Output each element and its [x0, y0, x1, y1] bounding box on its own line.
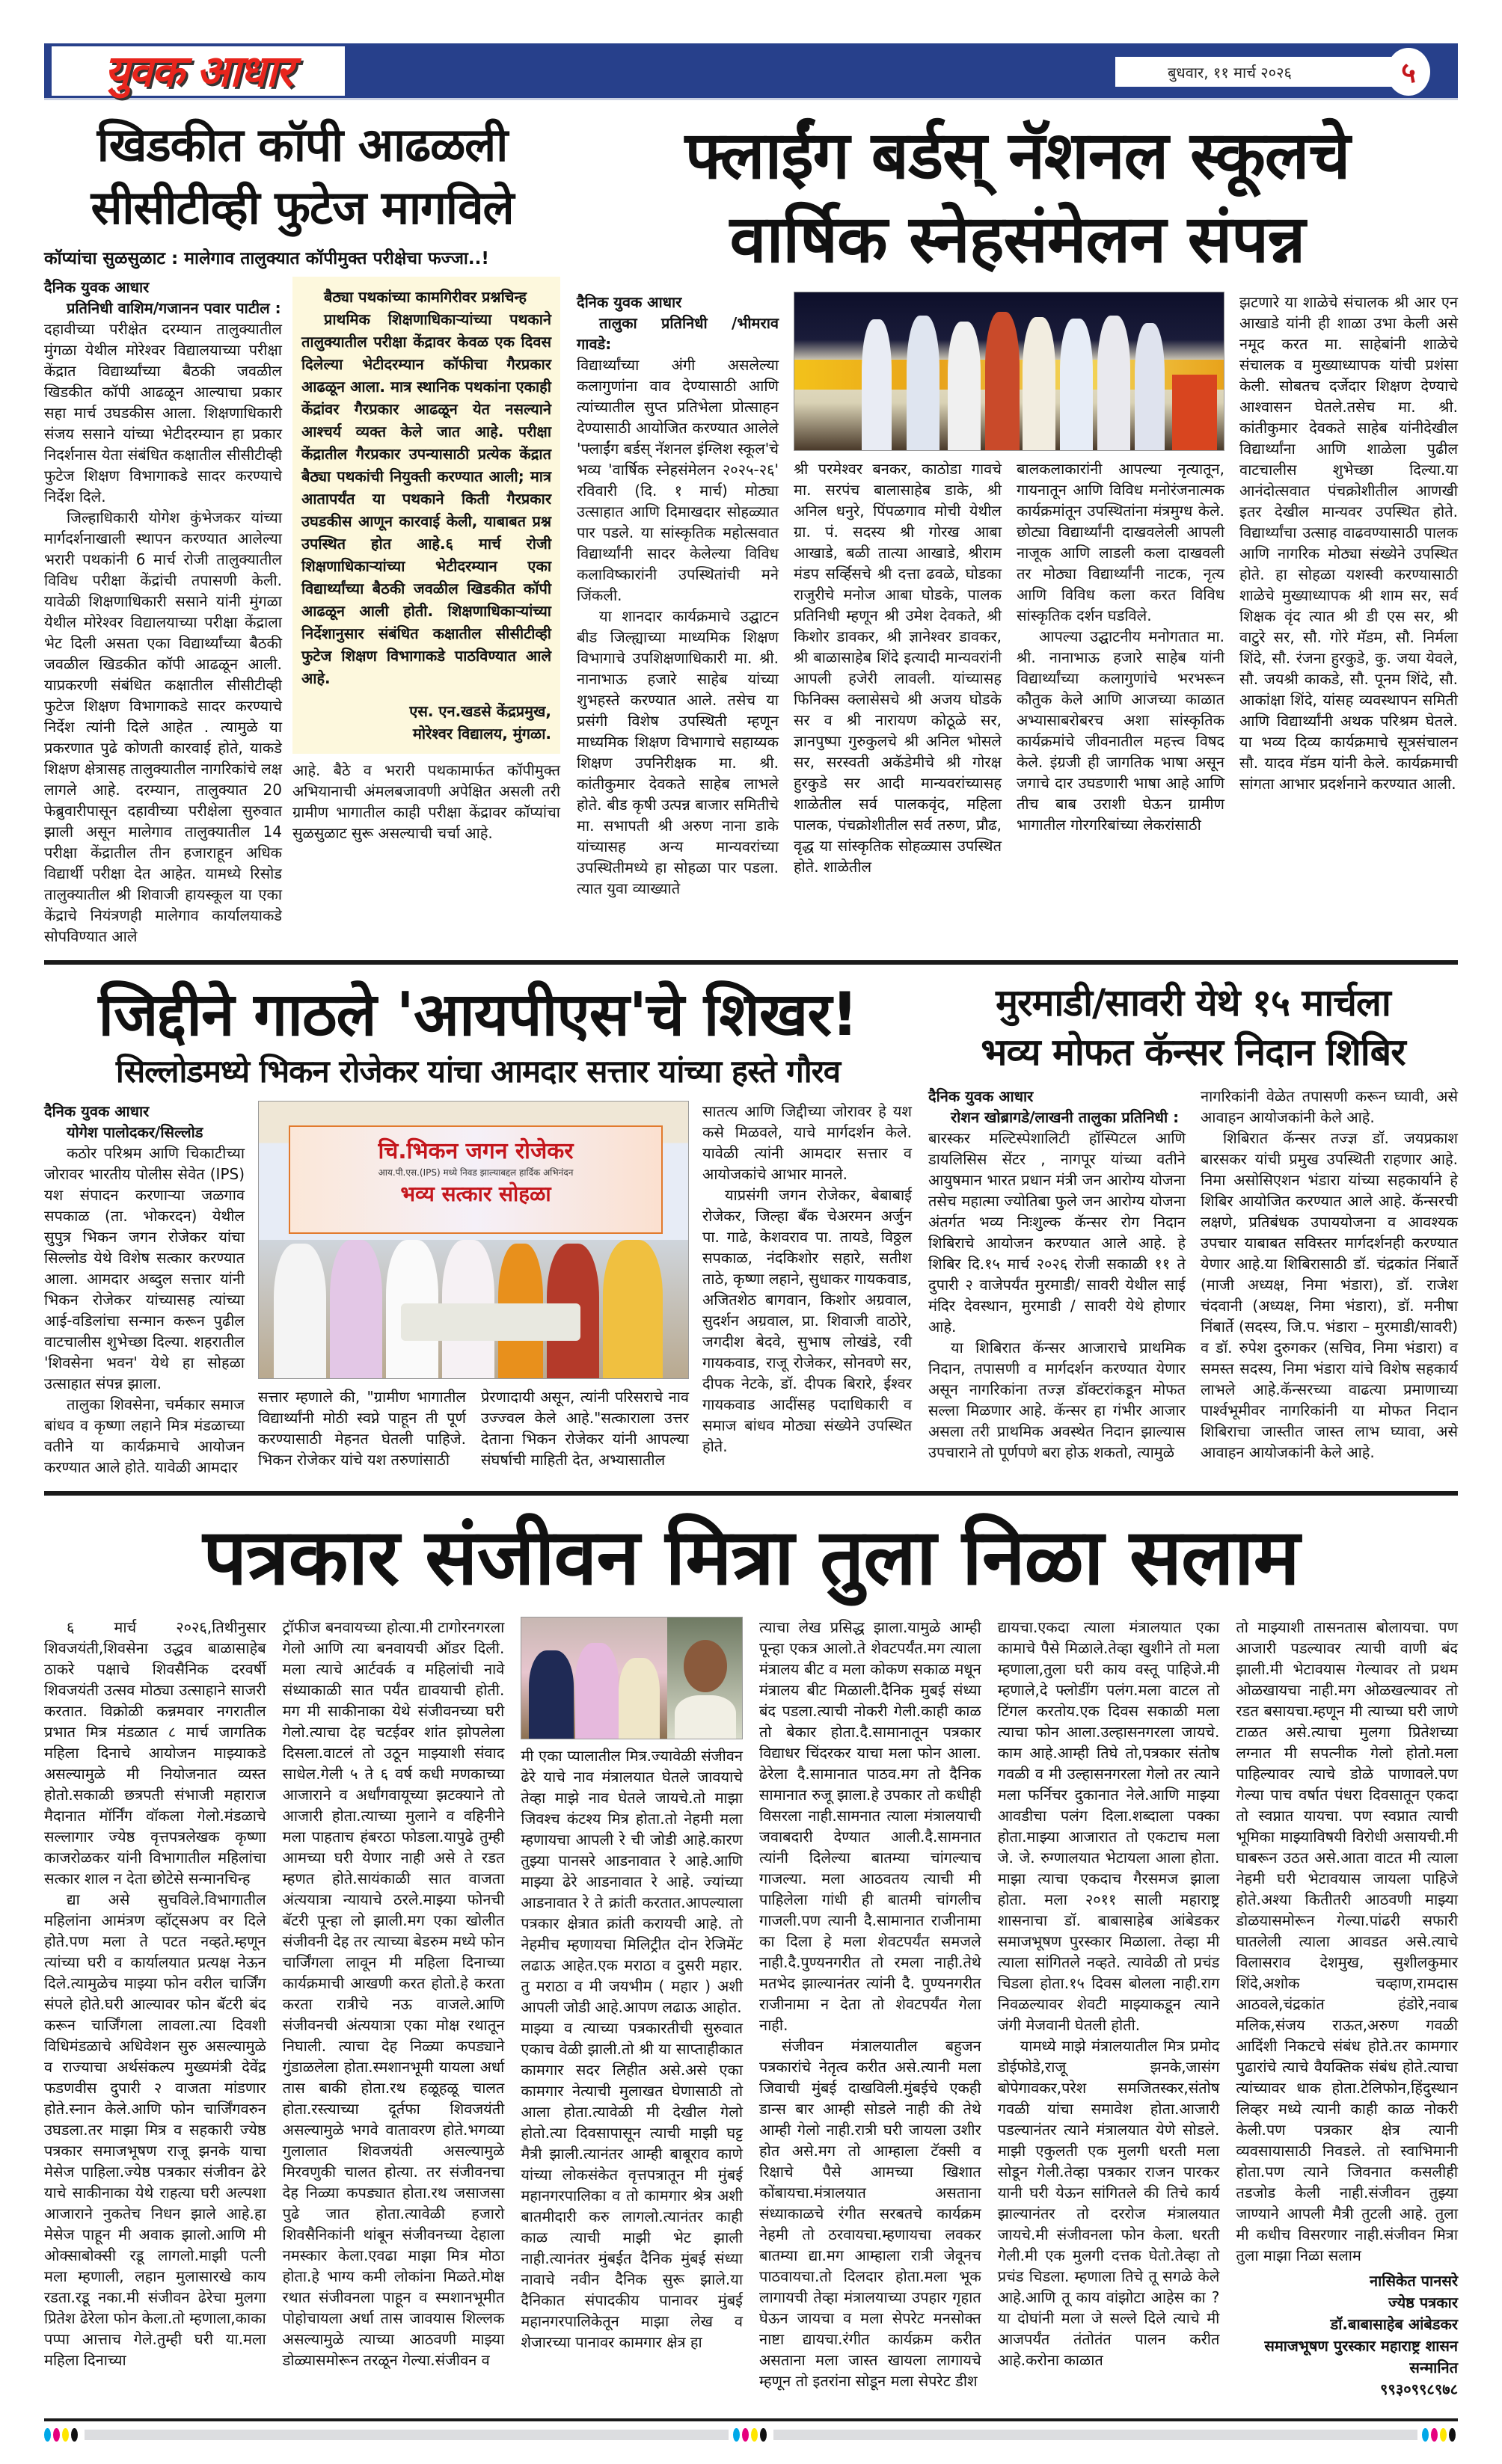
author-award: डॉ.बाबासाहेब आंबेडकर — [1330, 2315, 1459, 2333]
person — [862, 319, 892, 450]
banner-name: चि.भिकन जगन रोजेकर — [378, 1138, 574, 1164]
registration-dot — [53, 2428, 60, 2442]
paragraph: आहे. बैठे व भरारी पथकामार्फत कॉपीमुक्त अभियानाची अंमलबजावणी अपेक्षित असली तरी ग्रामीण भागातील काही परीक्षा केंद्रावर कॉप्यांचा सुळसुळाट सुरू असल्याची चर्चा आहे. — [292, 761, 560, 842]
person — [907, 316, 939, 450]
paragraph: द्यायचा.एकदा त्याला मंत्रालयात एका कामाचे पैसे मिळाले.तेव्हा खुशीने तो मला म्हणाला,तुला घरी काय वस्तू पाहिजे.मी म्हणाले,दे फ्लोडींग पलंग.मला वाटल तो टिंगल करतोय.एक दिवस सकाळी मला त्याचा फोन आला.उल्हासनगरला जायचे. काम आहे.आम्ही तिघे तो,पत्रकार संतोष गवळी व मी उल्हासनगरला गेलो तर त्याने मला फर्निचर दुकानात नेले.आणि माझ्या आवडीचा पलंग दिला.शब्दाला पक्का होता.माझ्या आजारात तो एकटाच मला जे. जे. रुग्णालयात भेटायला आला होता. माझा त्याचा एकदाच गैरसमज झाला होता. मला २०११ साली महाराष्ट्र शासनाचा डॉ. बाबासाहेब आंबेडकर समाजभूषण पुरस्कार मिळाला. तेव्हा मी त्याला सांगितले नव्हते. त्यावेळी तो प्रचंड चिडला होता.१५ दिवस बोलला नाही.राग निवळल्यावर शेवटी माझ्याकडून त्याने जंगी मेजवानी घेतली होती. — [997, 1618, 1220, 2034]
registration-dot — [760, 2428, 767, 2442]
paragraph: तो माझ्याशी तासनतास बोलायचा. पण आजारी पडल्यावर त्याची वाणी बंद झाली.मी भेटावयास गेल्यावर तो प्रथम ओळखायचा नाही.मग ओळखल्यावर तो रडत बसायचा.म्हणून मी त्याच्या घरी जाणे टाळत असे.त्याचा मुलगा प्रितेशच्या लग्नात मी सपत्नीक गेलो होतो.मला पाहिल्यावर त्याचे डोळे पाणावले.पण गेल्या पाच वर्षात पंधरा दिवसातून एकदा तो स्वप्नात यायचा. पण स्वप्नात त्याची भूमिका माझ्याविषयी विरोधी असायची.मी घाबरून उठत असे.आता वाटत मी त्याला नेहमी घरी भेटावयास जायला पाहिजे होते.अश्या कितीतरी आठवणी माझ्या डोळयासमोरून गेल्या.पांढरी सफारी घातलेली त्याला आवडत असे.त्याचे विलासराव देशमुख, सुशीलकुमार शिंदे,अशोक चव्हाण,रामदास आठवले,चंद्रकांत हंडोरे,नवाब मलिक,संजय राऊत,अरुण गवळी आदिंशी निकटचे संबंध होते.तर कामगार पुढारांचे त्याचे वैयक्तिक संबंध होते.त्याचा त्यांच्यावर धाक होता.टेलिफोन,हिंदुस्थान लिव्हर मध्ये त्यानी काही काळ नोकरी केली.पण पत्रकार क्षेत्र त्यानी व्यवसायासाठी निवडले. तो स्वाभिमानी होता.पण त्याने जिवनात कसलीही तडजोड केली नाही.संजीवन तुझ्या जाण्याने आपली मैत्री तुटली आहे. तुला मी कधीच विसरणार नाही.संजीवन मित्रा तुला माझा निळा सलाम — [1236, 1618, 1459, 2264]
banner-line: आय.पी.एस.(IPS) मध्ये निवड झाल्याबद्दल हार्दिक अभिनंदन — [378, 1167, 574, 1178]
headline-line: सीसीटीव्ही फुटेज मागविले — [91, 180, 514, 235]
person — [1060, 319, 1093, 450]
tribute-col-2 — [283, 1617, 505, 2371]
paragraph: ट्रॉफीज बनवायच्या होत्या.मी टागोरनगरला गेलो आणि त्या बनवायची ऑडर दिली. मला त्याचे आर्टवर्क व महिलांची नावे संध्याकाळी सात पर्यंत द्यावयाची होती. मग मी साकीनाका येथे संजीवनच्या घरी गेलो.त्याचा देह चटईवर शांत झोपलेला दिसला.वाटलं तो उठून माझ्याशी संवाद साधेल.गेली ५ ते ६ वर्ष कधी मणकाच्या आजाराने व अर्धांगवायूच्या झटक्याने तो आजारी होता.त्याच्या मुलाने व वहिनीने मला पाहताच हंबरठा फोडला.यापुढे तुम्ही आमच्या घरी येणार नाही असे ते रडत म्हणत होते.सायंकाळी सात वाजता अंत्ययात्रा न्यायाचे ठरले.माझ्या फोनची बॅटरी पून्हा लो झाली.मग एका खोलीत संजीवनी देह तर त्याच्या बेडरुम मध्ये फोन चार्जिंगला लावून मी महिला दिनाच्या कार्यक्रमाची आखणी करत होतो.हे करता करता रात्रीचे नऊ वाजले.आणि संजीवनची अंत्ययात्रा एका मोक्ष रथातून निघाली. त्याचा देह निळ्या कपड्याने गुंडाळलेला होता.स्मशानभूमी यायला अर्धा तास बाकी होता.रथ हळूहळू चालत होता.रस्त्याच्या दूर्तफा शिवजयंती असल्यामुळे भगवे वातावरण होते.भगव्या गुलालात शिवजयंती असल्यामुळे मिरवणुकी चालत होत्या. तर संजीवनचा देह निळ्या कपड्यात होता.रथ जसाजसा पुढे जात होता.त्यावेळी हजारो शिवसैनिकांनी थांबून संजीवनच्या देहाला नमस्कार केला.एवढा माझा मित्र मोठा होता.हे भाग्य कमी लोकांना मिळते.मोक्ष रथात संजीवनला पाहून व स्मशानभूमीत पोहोचायला अर्धा तास जावयास शिल्लक असल्यामुळे त्याच्या आठवणी माझ्या डोळ्यासमोरून तरळून गेल्या.संजीवन व — [282, 1618, 505, 2369]
person — [529, 1650, 574, 1739]
paragraph: प्रेरणादायी असून, त्यांनी परिसराचे नाव उज्ज्वल केले आहे."सत्काराला उत्तर देताना भिकन रोजेकर यांनी आपल्या संघर्षाची माहिती देत, अभ्यासातील — [481, 1388, 689, 1469]
box-text: प्राथमिक शिक्षणाधिकाऱ्यांच्या पथकाने तालुक्यातील परीक्षा केंद्रावर केवळ एक दिवस दिलेल्या भेटीदरम्यान कॉफीचा गैरप्रकार आढळून आला. मात्र स्थानिक पथकांना एकाही केंद्रांवर गैरप्रकार आढळून येत नसल्याने आश्चर्य व्यक्त केले जात आहे. परीक्षा केंद्रातील गैरप्रकार उपन्यासाठी प्रत्येक केंद्रात बैठ्या पथकांची नियुक्ती करण्यात आली; मात्र आतापर्यंत या पथकाने किती गैरप्रकार उघडकीस आणून कारवाई केली, याबाबत प्रश्न उपस्थित होत आहे.६ मार्च रोजी शिक्षणाधिकाऱ्यांच्या भेटीदरम्यान एका विद्यार्थ्यांच्या बैठकी जवळील खिडकीत कॉपी आढळून आली होती. शिक्षणाधिकाऱ्यांच्या निर्देशानुसार संबंधित कक्षातील सीसीटीव्ही फुटेज शिक्षण विभागाकडे पाठविण्यात आले आहे. — [301, 310, 551, 687]
person — [985, 312, 1020, 450]
ips-col-2 — [258, 1386, 466, 1470]
paragraph: माझ्या व त्याच्या पत्रकारतीची सुरुवात एकाच वेळी झाली.तो श्री या साप्ताहीकात कामगार सदर लिहीत असे.असे एका कामगार नेत्याची मुलाखत घेणासाठी तो आला होता.त्यावेळी मी देखील गेलो होतो.त्या दिवसापासून त्याची माझी घट्ट मैत्री झाली.त्यानंतर आम्ही बाबूराव काणे यांच्या लोकसंकेत वृत्तपत्रातून मी मुंबई महानगरपालिका व तो कामगार श्रेत्र अशी बातमीदारी करु लागलो.त्यानंतर काही काळ त्याची माझी भेट झाली नाही.त्यानंतर मुंबईत दैनिक मुंबई संध्या नावाचे नवीन दैनिक सुरू झाले.या दैनिकात संपादकीय पानावर मुंबई महानगरपालिकेतून माझा लेख व शेजारच्या पानावर कामगार क्षेत्र हा — [521, 2019, 744, 2351]
school-col-d — [1239, 292, 1458, 794]
paragraph: द्या असे सुचविले.विभागातील महिलांना आमंत्रण व्हॉट्सअप वर दिले होते.पण मला ते पटत नव्हते.म्हणून त्यांच्या घरी व कार्यालयात प्रत्यक्ष नेऊन दिले.त्यामुळेच माझ्या फोन वरील चार्जिंग संपले होते.घरी आल्यावर फोन बॅटरी बंद करून चार्जिंगला लावला.त्या दिवशी विधिमंडळाचे अधिवेशन सुरु असल्यामुळे व राज्याचा अर्थसंकल्प मुख्यमंत्री देवेंद्र फडणवीस दुपारी २ वाजता मांडणार होते.स्नान केले.आणि फोन चार्जिंगवरुन उघडला.तर माझा मित्र व सहकारी ज्येष्ठ पत्रकार समाजभूषण राजू झनके याचा मेसेज पाहिला.ज्येष्ठ पत्रकार संजीवन ढेरे याचे साकीनाका येथे राहत्या घरी अल्पशा आजाराने नुकतेच निधन झाले आहे.हा मेसेज पाहून मी अवाक झालो.आणि मी ओक्साबोक्सी रडू लागलो.माझी पत्नी मला म्हणाली, लहान मुलासारखे काय रडता.रडू नका.मी संजीवन ढेरेचा मुलगा प्रितेश ढेरेला फोन केला.तो म्हणाला,काका पप्पा आत्ताच गेले.तुम्ही घरी या.मला महिला दिनाच्या — [44, 1890, 266, 2369]
paragraph: दहावीच्या परीक्षेत दरम्यान तालुक्यातील मुंगळा येथील मोरेश्वर विद्यालयाच्या परीक्षा केंद्रात विद्यार्थ्यांच्या बैठकी जवळील खिडकीत कॉपी आढळून आल्याचा प्रकार सहा मार्च उघडकीस आला. शिक्षणाधिकारी संजय ससाने यांच्या भेटीदरम्यान हा प्रकार निदर्शनास येता संबंधित कक्षातील सीसीटीव्ही फुटेज शिक्षण विभागाकडे सादर करण्याचे निर्देश दिले. — [44, 320, 282, 506]
ips-article — [44, 978, 912, 1478]
logo-text: युवक आधार — [104, 46, 292, 96]
paragraph: श्री परमेश्वर बनकर, काठोडा गावचे मा. सरपंच बालासाहेब डाके, श्री अनिल धनुरे, पिंपळगाव मोची येथील ग्रा. पं. सदस्य श्री गोरख आबा आखाडे, बळी तात्या आखाडे, श्रीराम मंडप सर्व्हिसचे श्री दत्ता ढवळे, घोडका राजुरीचे मनोज आबा घोडके, पालक प्रतिनिधी म्हणून श्री उमेश देवकते, श्री किशोर डावकर, श्री ज्ञानेश्वर डावकर, श्री बाळासाहेब शिंदे इत्यादी मान्यवरांनी आपली हजेरी लावली. यांच्यासह फिनिक्स क्लासेसचे श्री अजय घोडके सर व श्री नारायण कोठूळे सर, ज्ञानपुष्पा गुरुकुलचे श्री अनिल भोसले सर, सरस्वती अकॅडेमीचे श्री गोरक्ष हुरकुडे सर आदी मान्यवरांच्यासह शाळेतील सर्व पालकवृंद, महिला पालक, पंचक्रोशीतील सर्व तरुण, प्रौढ, वृद्ध या सांस्कृतिक सोहळ्यास उपस्थित होते. शाळेतील — [794, 460, 1002, 876]
portrait-face — [684, 1640, 727, 1692]
headline-line: वार्षिक स्नेहसंमेलन संपन्न — [729, 200, 1305, 277]
byline: योगेश पालोदकर/सिल्लोड — [67, 1123, 203, 1141]
copy-subhead: कॉप्यांचा सुळसुळाट : मालेगाव तालुक्यात कॉपीमुक्त परीक्षेचा फज्जा..! — [44, 249, 489, 268]
ips-col-3 — [481, 1386, 689, 1470]
paragraph: शिबिरात कॅन्सर तज्ज्ञ डॉ. जयप्रकाश बारसकर यांची प्रमुख उपस्थिती राहणार आहे. निमा असोसिएशन भंडारा यांच्या सहकार्याने हे शिबिर आयोजित करण्यात आले आहे. कॅन्सरची लक्षणे, प्रतिबंधक उपाययोजना व आवश्यक उपचार याबाबत सविस्तर मार्गदर्शनही करण्यात येणार आहे.या शिबिरासाठी डॉ. चंद्रकांत निंबार्ते (माजी अध्यक्ष, निमा भंडारा), डॉ. राजेश चंदवानी (अध्यक्ष, निमा भंडारा), डॉ. मनीषा निंबार्ते (सदस्य, जि.प. भंडारा – मुरमाडी/सावरी) व डॉ. रुपेश दुरुगकर (सचिव, निमा भंडारा) व समस्त सदस्य, निमा भंडारा यांचे विशेष सहकार्य लाभले आहे.कॅन्सरच्या वाढत्या प्रमाणाच्या पार्श्वभूमीवर नागरिकांनी या मोफत निदान शिबिराचा जास्तीत जास्त लाभ घ्यावा, असे आवाहन आयोजकांनी केले आहे. — [1201, 1129, 1458, 1461]
newspaper-logo — [52, 46, 345, 96]
paper-credit: दैनिक युवक आधार — [44, 278, 150, 296]
copy-right-column — [292, 277, 560, 844]
box-title: बैठ्या पथकांच्या कामगिरीवर प्रश्नचिन्ह — [324, 288, 527, 306]
paper-credit: दैनिक युवक आधार — [928, 1087, 1034, 1105]
ips-subhead: सिल्लोडमध्ये भिकन रोजेकर यांचा आमदार सत्तार यांच्या हस्ते गौरव — [115, 1053, 841, 1090]
person — [1023, 317, 1055, 450]
author-award: सन्मानित — [1409, 2359, 1459, 2377]
registration-dot — [742, 2428, 749, 2442]
paragraph: आपल्या उद्घाटनीय मनोगतात मा. श्री. नानाभाऊ हजारे साहेब यांनी विद्यार्थ्यांच्या कलागुणांचे भरभरून कौतुक केले आणि आजच्या काळात अभ्यासाबरोबरच अशा सांस्कृतिक कार्यक्रमांचे जीवनातील महत्त्व विषद केले. इंग्रजी ही जागतिक भाषा असून जगाचे दार उघडणारी भाषा आहे आणि तीच बाब उराशी घेऊन ग्रामीण भागातील गोरगरिबांच्या लेकरांसाठी — [1017, 627, 1224, 834]
paragraph: तालुका शिवसेना, चर्मकार समाज बांधव व कृष्णा लहाने मित्र मंडळाच्या वतीने या कार्यक्रमाचे आयोजन करण्यात आले होते. यावेळी आमदार — [44, 1395, 245, 1476]
paragraph: यामध्ये माझे मंत्रालयातील मित्र प्रमोद डोईफोडे,राजू झनके,जासंग बोपेगावकर,परेश समजितस्कर,संतोष गवळी यांचा समावेश होता.आजारी पडल्यानंतर त्याने मंत्रालयात येणे सोडले. माझी एकुलती एक मुलगी धरती मला सोडून गेली.तेव्हा पत्रकार राजन पारकर यानी घरी येऊन सांगितले की तिचे कार्य झाल्यानंतर तो दररोज मंत्रालयात जायचे.मी संजीवनला फोन केला. धरती गेली.मी एक मुलगी दत्तक घेतो.तेव्हा तो प्रचंड चिडला. म्हणाला तिचे तू सगळे केले आहे.आणि तू काय वांझोटा आहेस का ? या दोघांनी मला जे सल्ले दिले त्याचे मी आजपर्यंत तंतोतंत पालन करीत आहे.करोना काळात — [997, 2037, 1220, 2369]
signature-line: मोरेश्वर विद्यालय, मुंगळा. — [412, 725, 551, 743]
paragraph: या शानदार कार्यक्रमाचे उद्घाटन बीड जिल्ह्याच्या माध्यमिक शिक्षण विभागाचे उपशिक्षणाधिकारी मा. श्री. नानाभाऊ हजारे साहेब यांच्या शुभहस्ते करण्यात आले. तसेच या प्रसंगी विशेष उपस्थिती म्हणून माध्यमिक शिक्षण विभागाचे सहाय्यक शिक्षण उपनिरीक्षक मा. श्री. कांतीकुमार देवकते साहेब लाभले होते. बीड कृषी उत्पन्न बाजार समितीचे मा. सभापती श्री अरुण नाना डाके यांच्यासह अन्य मान्यवरांच्या उपस्थितीमध्ये हा सोहळा पार पडला. त्यात युवा व्याख्याते — [577, 607, 779, 897]
paragraph: झटणारे या शाळेचे संचालक श्री आर एन आखाडे यांनी ही शाळा उभा केली असे नमूद करत मा. साहेबांनी शाळेचे संचालक व मुख्याध्यापक यांची प्रशंसा केली. सोबतच दर्जेदार शिक्षण देण्याचे आश्वासन घेतले.तसेच मा. श्री. कांतीकुमार देवकते साहेब यांनीदेखील विद्यार्थ्यांना आणि शाळेला पुढील वाटचालीस शुभेच्छा दिल्या.या आनंदोत्सवात पंचक्रोशीतील आणखी इतर देखील मान्यवर उपस्थित होते. विद्यार्थ्यांचा उत्साह वाढवण्यासाठी पालक आणि नागरिक मोठ्या संख्येने उपस्थित होते. हा सोहळा यशस्वी करण्यासाठी शाळेचे मुख्याध्यापक श्री शाम सर, सर्व शिक्षक वृंद त्यात श्री डी एस सर, श्री वाटुरे सर, सौ. गोरे मॅडम, सौ. निर्मला शिंदे, सौ. रंजना हुरकुडे, कु. जया येवले, सौ. जयश्री काकडे, सौ. पूनम शिंदे, सौ. आकांक्षा शिंदे, यांसह व्यवस्थापन समिती आणि विद्यार्थ्यांनी अथक परिश्रम घेतले. या भव्य दिव्य कार्यक्रमाचे सूत्रसंचालन सौ. यादव मॅडम यांनी केले. कार्यक्रमाची सांगता आभार प्रदर्शनाने करण्यात आली. — [1239, 293, 1458, 793]
person — [603, 1240, 663, 1378]
school-col-c — [1017, 458, 1224, 835]
author-name: नासिकेत पानसरे — [1369, 2272, 1459, 2290]
paragraph: संजीवन मंत्रालयातील बहुजन पत्रकारांचे नेतृत्व करीत असे.त्यानी मला जिवाची मुंबई दाखविली.मुंबईचे एकही डान्स बार आम्ही सोडले नाही की तेथे आम्ही गेलो नाही.रात्री घरी जायला उशीर होत असे.मग तो आम्हाला टॅक्सी व रिक्षाचे पैसे आमच्या खिशात कोंबायचा.मंत्रालयात असताना संध्याकाळचे रंगीत सरबतचे कार्यक्रम नेहमी तो ठरवायचा.म्हणायचा लवकर बातम्या द्या.मग आम्हाला रात्री जेवूनच पाठवायचा.तो दिलदार होता.मला भूक लागायची तेव्हा मंत्रालयाच्या उपहार गृहात घेऊन जायचा व मला सेपरेट मनसोक्त नाष्टा द्यायचा.रंगीत कार्यक्रम करीत असताना मला जास्त खायला लागायचे म्हणून तो इतरांना सोडून मला सेपरेट डीश — [759, 2037, 981, 2390]
section-divider — [44, 1491, 1458, 1496]
registration-dot — [751, 2428, 758, 2442]
headline-line: फ्लाईंग बर्डस् नॅशनल स्कूलचे — [684, 117, 1350, 194]
tribute-photo — [521, 1617, 743, 1739]
person — [1097, 316, 1130, 450]
paragraph: या शिबिरात कॅन्सर आजाराचे प्राथमिक निदान, तपासणी व मार्गदर्शन करण्यात येणार असून नागरिकांना तज्ज्ञ डॉक्टरांकडून मोफत सल्ला मिळणार आहे. कॅन्सर हा गंभीर आजार असला तरी प्राथमिक अवस्थेत निदान झाल्यास उपचाराने तो पूर्णपणे बरा होऊ शकतो, त्यामुळे — [928, 1339, 1186, 1461]
banner-event: भव्य सत्कार सोहळा — [400, 1182, 551, 1206]
paragraph: विद्यार्थ्यांच्या अंगी असलेल्या कलागुणांना वाव देण्यासाठी आणि त्यांच्यातील सुप्त प्रतिभेला प्रोत्साहन देण्यासाठी आयोजित करण्यात आलेले 'फ्लाईंग बर्डस् नॅशनल इंग्लिश स्कूल'चे भव्य 'वार्षिक स्नेहसंमेलन २०२५-२६' रविवारी (दि. १ मार्च) मोठ्या उत्साहात आणि दिमाखदार सोहळ्यात पार पडले. या सांस्कृतिक महोत्सवात विद्यार्थ्यांनी सादर केलेल्या विविध कलाविष्कारांनी उपस्थितांची मने जिंकली. — [577, 356, 779, 604]
ips-middle — [258, 1101, 689, 1470]
paragraph: नागरिकांनी वेळेत तपासणी करून घ्यावी, असे आवाहन आयोजकांनी केले आहे. — [1201, 1087, 1458, 1126]
headline-line: मुरमाडी/सावरी येथे १५ मार्चला — [996, 981, 1391, 1024]
tribute-headline: पत्रकार संजीवन मित्रा तुला निळा सलाम — [203, 1511, 1299, 1603]
photo-banner — [289, 1125, 663, 1234]
cancer-col-1 — [928, 1086, 1186, 1463]
tribute-col-3-text — [521, 1745, 743, 2353]
copy-article — [44, 114, 560, 947]
byline: प्रतिनिधी वाशिम/गजानन पवार पाटील : — [67, 299, 281, 317]
tribute-col-6 — [1236, 1617, 1458, 2400]
portrait-shirt — [675, 1695, 736, 1739]
newspaper-page — [44, 0, 1458, 2464]
person — [619, 1658, 660, 1739]
author-signature — [1236, 2270, 1458, 2400]
masthead — [44, 43, 1458, 100]
tribute-col-5 — [998, 1617, 1220, 2371]
ips-col-4 — [702, 1101, 912, 1457]
gray-bar — [773, 2430, 1417, 2440]
podium — [1172, 375, 1217, 451]
top-section — [44, 114, 1458, 947]
paragraph: मी एका प्यालातील मित्र.ज्यावेळी संजीवन ढेरे याचे नाव मंत्रालयात घेतले जावयाचे तेव्हा माझे नाव घेतले जायचे.तो माझा जिवश्च कंटश्य मित्र होता.तो नेहमी मला म्हणायचा आपली रे ची जोडी आहे.कारण तुझ्या पानसरे आडनावात रे आहे.आणि माझ्या ढेरे आडनावात रे आहे. ज्यांच्या आडनावात रे ते क्रांती करतात.आपल्याला पत्रकार क्षेत्रात क्रांती करायची आहे. तो नेहमीच म्हणायचा मिलिट्रीत दोन रेजिमेंट लढाऊ आहेत.एक मराठा व दुसरी महार. तु मराठा व मी जयभीम ( महार ) अशी आपली जोडी आहे.आपण लढाऊ आहोत. — [521, 1747, 744, 2016]
footer-rule — [44, 2418, 1458, 2421]
person — [274, 1244, 326, 1378]
cancer-col-2 — [1201, 1086, 1458, 1463]
byline: रोशन खोब्रागडे/लाखनी तालुका प्रतिनिधी : — [951, 1108, 1180, 1126]
school-middle — [794, 292, 1224, 877]
paragraph: जिल्हाधिकारी योगेश कुंभेजकर यांच्या मार्गदर्शनाखाली स्थापन करण्यात आलेल्या भरारी पथकांनी 6 मार्च रोजी तालुक्यातील विविध परीक्षा केंद्रांची तपासणी केली. यावेळी शिक्षणाधिकारी ससाने यांनी मुंगळा येथील मोरेश्वर विद्यालयाच्या परीक्षा केंद्राला भेट दिली असता एका विद्यार्थ्यांच्या बैठकी जवळील खिडकीत कॉपी आढळून आली. याप्रकरणी संबंधित कक्षातील सीसीटीव्ही फुटेज शिक्षण विभागाकडे सादर करण्याचे निर्देश त्यांनी दिले आहेत . त्यामुळे या प्रकरणात पुढे कोणती कारवाई होते, याकडे शिक्षण क्षेत्रासह तालुक्यातील नागरिकांचे लक्ष लागले आहे. दरम्यान, तालुक्यात 20 फेब्रुवारीपासून दहावीच्या परीक्षेला सुरुवात झाली असून मालेगाव तालुक्यातील 14 परीक्षा केंद्रातील तीन हजाराहून अधिक विद्यार्थी परीक्षा देत आहेत. यामध्ये रिसोड तालुक्यातील श्री शिवाजी हायस्कूल या एका केंद्राचे नियंत्रणही मालेगाव कार्यालयाकडे सोपविण्यात आले — [44, 509, 282, 945]
tribute-col-3 — [521, 1617, 743, 2353]
headline-line: भव्य मोफत कॅन्सर निदान शिबिर — [981, 1030, 1406, 1074]
tribute-col-1 — [44, 1617, 266, 2371]
paragraph: बारस्कर मल्टिस्पेशालिटी हॉस्पिटल आणि डायलिसिस सेंटर , नागपूर यांच्या वतीने आयुषमान भारत प्रधान मंत्री जन आरोग्य योजना तसेच महात्मा ज्योतिबा फुले जन आरोग्य योजना अंतर्गत भव्य निःशुल्क कॅन्सर रोग निदान शिबिराचे आयोजन करण्यात आले आहे. हे शिबिर दि.१५ मार्च २०२६ रोजी सकाळी ११ ते दुपारी २ वाजेपर्यंत मुरमाडी/ सावरी येथील साई मंदिर देवस्थान, मुरमाडी / सावरी येथे होणार आहे. — [928, 1129, 1186, 1336]
school-article — [577, 114, 1458, 899]
school-headline — [577, 114, 1458, 281]
ips-col-1 — [44, 1101, 245, 1478]
issue-date: बुधवार, ११ मार्च २०२६ — [1115, 57, 1392, 87]
paragraph: सातत्य आणि जिद्दीच्या जोरावर हे यश कसे मिळवले, याचे मार्गदर्शन केले. यावेळी त्यांनी आमदार सत्तार व आयोजकांचे आभार मानले. — [702, 1102, 912, 1183]
registration-dot — [1422, 2428, 1429, 2442]
section-divider — [44, 960, 1458, 965]
paragraph: बालकलाकारांनी आपल्या नृत्यातून, गायनातून आणि विविध मनोरंजनात्मक कार्यक्रमांतून उपस्थितांना मंत्रमुग्ध केले. छोट्या विद्यार्थ्यांनी दाखवलेली आपली नाजूक आणि लाडली कला दाखवली तर मोठ्या विद्यार्थ्यांनी नाटक, नृत्य आणि विविध कला करत विविध सांस्कृतिक दर्शन घडविले. — [1017, 460, 1224, 624]
copy-continuation — [292, 760, 560, 844]
tribute-columns — [44, 1617, 1458, 2400]
middle-section — [44, 978, 1458, 1478]
paragraph: याप्रसंगी जगन रोजेकर, बेबाबाई रोजेकर, जिल्हा बँक चेअरमन अर्जुन पा. गाढे, केशवराव पा. तायडे, विठ्ठल सपकाळ, नंदकिशोर सहारे, सतीश ताठे, कृष्णा लहाने, सुधाकर गायकवाड, अजितशेठ बागवान, किशोर अग्रवाल, सुदर्शन अग्रवाल, प्रा. शिवाजी वाठोरे, जगदीश बेदवे, सुभाष लोखंडे, रवी गायकवाड, राजू रोजेकर, सोनवणे सर, दीपक नेटके, डॉ. दीपक बिरारे, ईश्वर गायकवाड आदींसह पदाधिकारी व समाज बांधव मोठ्या संख्येने उपस्थित होते. — [702, 1186, 912, 1455]
paragraph: त्याचा लेख प्रसिद्ध झाला.यामुळे आम्ही पून्हा एकत्र आलो.ते शेवटपर्यंत.मग त्याला मंत्रालय बीट व मला कोकण सकाळ मधून मंत्रालय बीट मिळाली.दैनिक मुबई संध्या बंद पडला.त्याची नोकरी गेली.काही काळ तो बेकार होता.दै.सामानातून पत्रकार विद्याधर चिंदरकर याचा मला फोन आला. ढेरेला दै.सामानात पाठव.मग तो दैनिक सामानात रुजू झाला.हे उपकार तो कधीही विसरला नाही.सामनात त्याला मंत्रालयाची जवाबदारी देण्यात आली.दै.सामनात त्यांनी दिलेल्या बातम्या चांगल्याच गाजल्या. मला आठवतय त्याची मी पाहिलेला गांधी ही बातमी चांगलीच गाजली.पण त्यानी दै.सामानात राजीनामा का दिला हे मला शेवटपर्यंत समजले नाही.दै.पुण्यनगरीत तो रमला नाही.तेथे मतभेद झाल्यानंतर त्यांनी दै. पुण्यनगरीत राजीनामा न देता तो शेवटपर्यंत गेला नाही. — [759, 1618, 981, 2034]
registration-dot — [733, 2428, 740, 2442]
school-col-b — [794, 458, 1002, 877]
box-signature — [301, 700, 551, 745]
school-columns — [577, 292, 1458, 899]
person — [948, 322, 981, 450]
signature-line: एस. एन.खडसे केंद्रप्रमुख, — [409, 702, 551, 720]
author-phone: ९९३०९९८९७८ — [1380, 2380, 1459, 2398]
school-under-photo — [794, 458, 1224, 877]
portrait-photo — [667, 1617, 742, 1739]
cancer-headline — [928, 978, 1458, 1077]
person — [330, 1240, 382, 1378]
paragraph: ६ मार्च २०२६,तिथीनुसार शिवजयंती,शिवसेना उद्धव बाळासाहेब ठाकरे पक्षाचे शिवसैनिक दरवर्षी शिवजयंती उत्सव मोठ्या उत्साहाने साजरी करतात. विक्रोळी कन्नमवार नगरातील प्रभात मित्र मंडळात ८ मार्च जागतिक महिला दिनाचे आयोजन माझ्याकडे असल्यामुळे मी नियोजनात व्यस्त होतो.सकाळी छत्रपती संभाजी महाराज मैदानात मॉर्निंग वॉकला गेलो.मंडळाचे सल्लागार ज्येष्ठ वृत्तपत्रलेखक कृष्णा काजरोळकर यांनी विभागातील महिलांचा सत्कार शाल न देता छोटेसे सन्मानचिन्ह — [44, 1618, 266, 1887]
copy-sidebar-box — [292, 277, 560, 754]
ips-under-photo — [258, 1386, 689, 1470]
paper-credit: दैनिक युवक आधार — [577, 293, 682, 311]
registration-dot — [1449, 2428, 1456, 2442]
headline-line: खिडकीत कॉपी आढळली — [96, 117, 508, 172]
ips-columns — [44, 1101, 912, 1478]
person — [575, 1643, 619, 1739]
school-col-a — [577, 292, 779, 899]
page-number: ५ — [1387, 48, 1430, 96]
school-event-photo — [794, 292, 1224, 451]
registration-dot — [44, 2428, 51, 2442]
author-title: ज्येष्ठ पत्रकार — [1388, 2294, 1459, 2311]
copy-columns — [44, 277, 560, 947]
registration-dot — [1440, 2428, 1447, 2442]
ips-felicitation-photo — [258, 1101, 689, 1379]
paragraph: कठोर परिश्रम आणि चिकाटीच्या जोरावर भारतीय पोलीस सेवेत (IPS) यश संपादन करणाऱ्या जळगाव सपकाळ (ता. भोकरदन) येथील सुपुत्र भिकन जगन रोजेकर यांचा सिल्लोड येथे विशेष सत्कार करण्यात आला. आमदार अब्दुल सत्तार यांनी भिकन रोजेकर यांच्यासह त्यांच्या आई-वडिलांचा सन्मान करून पुढील वाटचालीस शुभेच्छा दिल्या. शहरातील 'शिवसेना भवन' येथे हा सोहळा उत्साहात संपन्न झाला. — [44, 1144, 245, 1392]
registration-dot — [1431, 2428, 1438, 2442]
cancer-columns — [928, 1086, 1458, 1463]
author-award: समाजभूषण पुरस्कार महाराष्ट्र शासन — [1264, 2337, 1459, 2355]
table — [401, 1303, 580, 1341]
paragraph: सत्तार म्हणाले की, "ग्रामीण भागातील विद्यार्थ्यांनी मोठी स्वप्ने पाहून ती पूर्ण करण्यासाठी मेहनत घेतली पाहिजे. भिकन रोजेकर यांचे यश तरुणांसाठी — [258, 1388, 466, 1469]
print-color-strip — [44, 2428, 1458, 2442]
registration-dot — [71, 2428, 78, 2442]
copy-body — [44, 277, 282, 947]
tribute-col-4 — [759, 1617, 981, 2391]
cancer-article — [928, 978, 1458, 1463]
gray-bar — [85, 2430, 729, 2440]
group-photo — [521, 1617, 666, 1739]
paper-credit: दैनिक युवक आधार — [44, 1102, 150, 1120]
ips-headline: जिद्दीने गाठले 'आयपीएस'चे शिखर! — [98, 980, 858, 1049]
copy-headline — [44, 114, 560, 239]
byline: तालुका प्रतिनिधी /भीमराव गावडे: — [577, 314, 779, 353]
person — [1135, 323, 1165, 450]
registration-dot — [62, 2428, 69, 2442]
